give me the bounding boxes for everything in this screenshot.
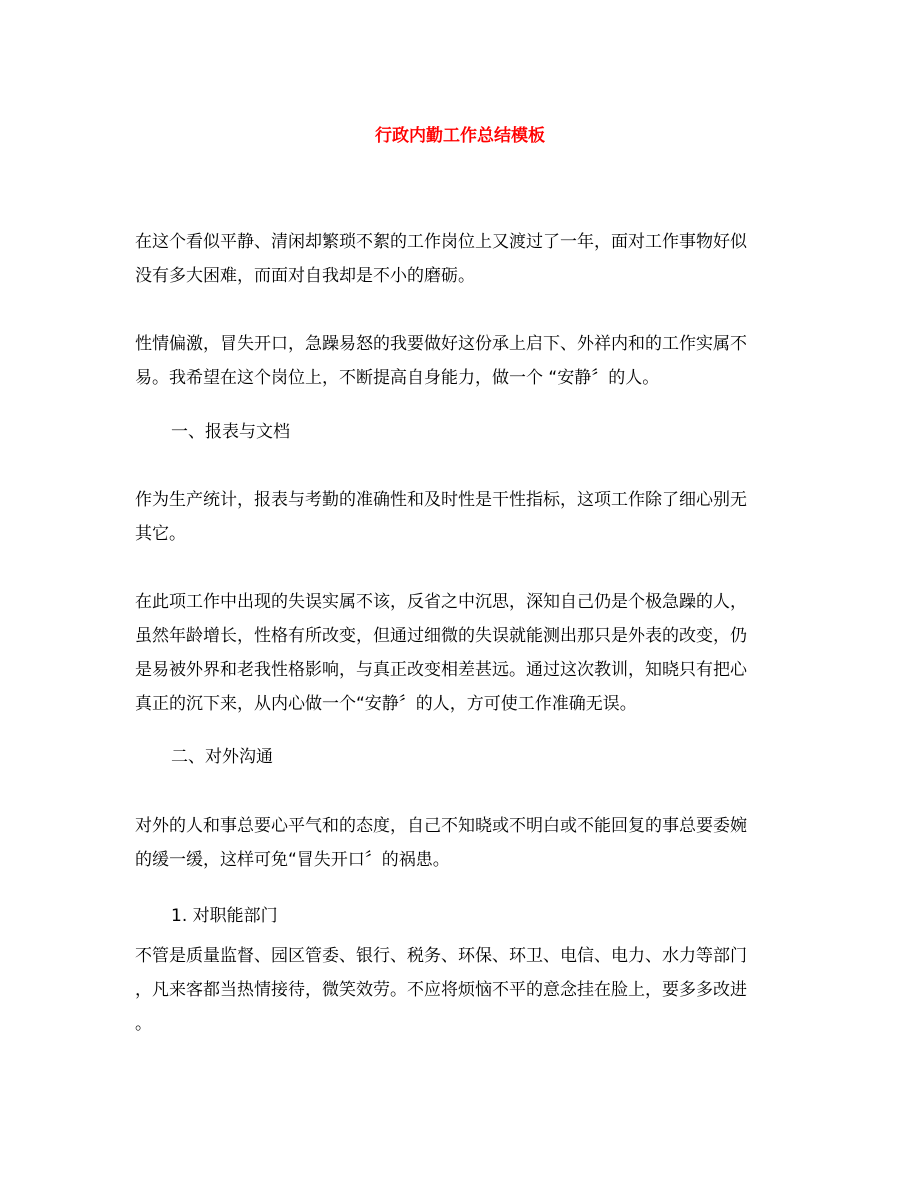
paragraph-line: 的缓一缓，这样可免“冒失开口〞的祸患。 <box>135 850 450 870</box>
paragraph-statistics <box>135 483 795 551</box>
paragraph-line: 不管是质量监督、园区管委、银行、税务、环保、环卫、电信、电力、水力等部门 <box>135 946 747 966</box>
paragraph-line: 性情偏激，冒失开口，急躁易怒的我要做好这份承上启下、外祥内和的工作实属不 <box>135 334 747 354</box>
paragraph-line: 没有多大困难，而面对自我却是不小的磨砺。 <box>135 266 475 286</box>
paragraph-reflection <box>135 585 795 721</box>
paragraph-line: 易。我希望在这个岗位上，不断提高自身能力，做一个 “安静〞的人。 <box>135 368 660 388</box>
paragraph-external <box>135 809 795 877</box>
paragraph-line: 虽然年龄增长，性格有所改变，但通过细微的失误就能测出那只是外表的改变，仍 <box>135 626 747 646</box>
paragraph-line: 是易被外界和老我性格影响，与真正改变相差甚远。通过这次教训，知晓只有把心 <box>135 660 747 680</box>
section-heading-communication: 二、对外沟通 <box>171 747 273 767</box>
section-heading-reports: 一、报表与文档 <box>171 422 290 442</box>
paragraph-line: 作为生产统计，报表与考勤的准确性和及时性是干性指标，这项工作除了细心别无 <box>135 490 747 510</box>
paragraph-line: 其它。 <box>135 524 186 544</box>
paragraph-line: ，凡来客都当热情接待，微笑效劳。不应将烦恼不平的意念挂在脸上，要多多改进 <box>135 980 747 1000</box>
paragraph-line: 在这个看似平静、清闲却繁琐不絮的工作岗位上又渡过了一年，面对工作事物好似 <box>135 232 747 252</box>
document-title: 行政内勤工作总结模板 <box>375 126 545 146</box>
paragraph-intro <box>135 225 795 293</box>
paragraph-line: 在此项工作中出现的失误实属不该，反省之中沉思，深知自己仍是个极急躁的人， <box>135 592 747 612</box>
paragraph-line: 真正的沉下来，从内心做一个“安静〞的人，方可使工作准确无误。 <box>135 694 637 714</box>
paragraph-departments <box>135 939 795 1041</box>
paragraph-line: 。 <box>135 1014 152 1034</box>
subsection-heading-departments: 1. 对职能部门 <box>171 906 278 926</box>
paragraph-temperament <box>135 327 795 395</box>
paragraph-line: 对外的人和事总要心平气和的态度，自己不知晓或不明白或不能回复的事总要委婉 <box>135 816 747 836</box>
